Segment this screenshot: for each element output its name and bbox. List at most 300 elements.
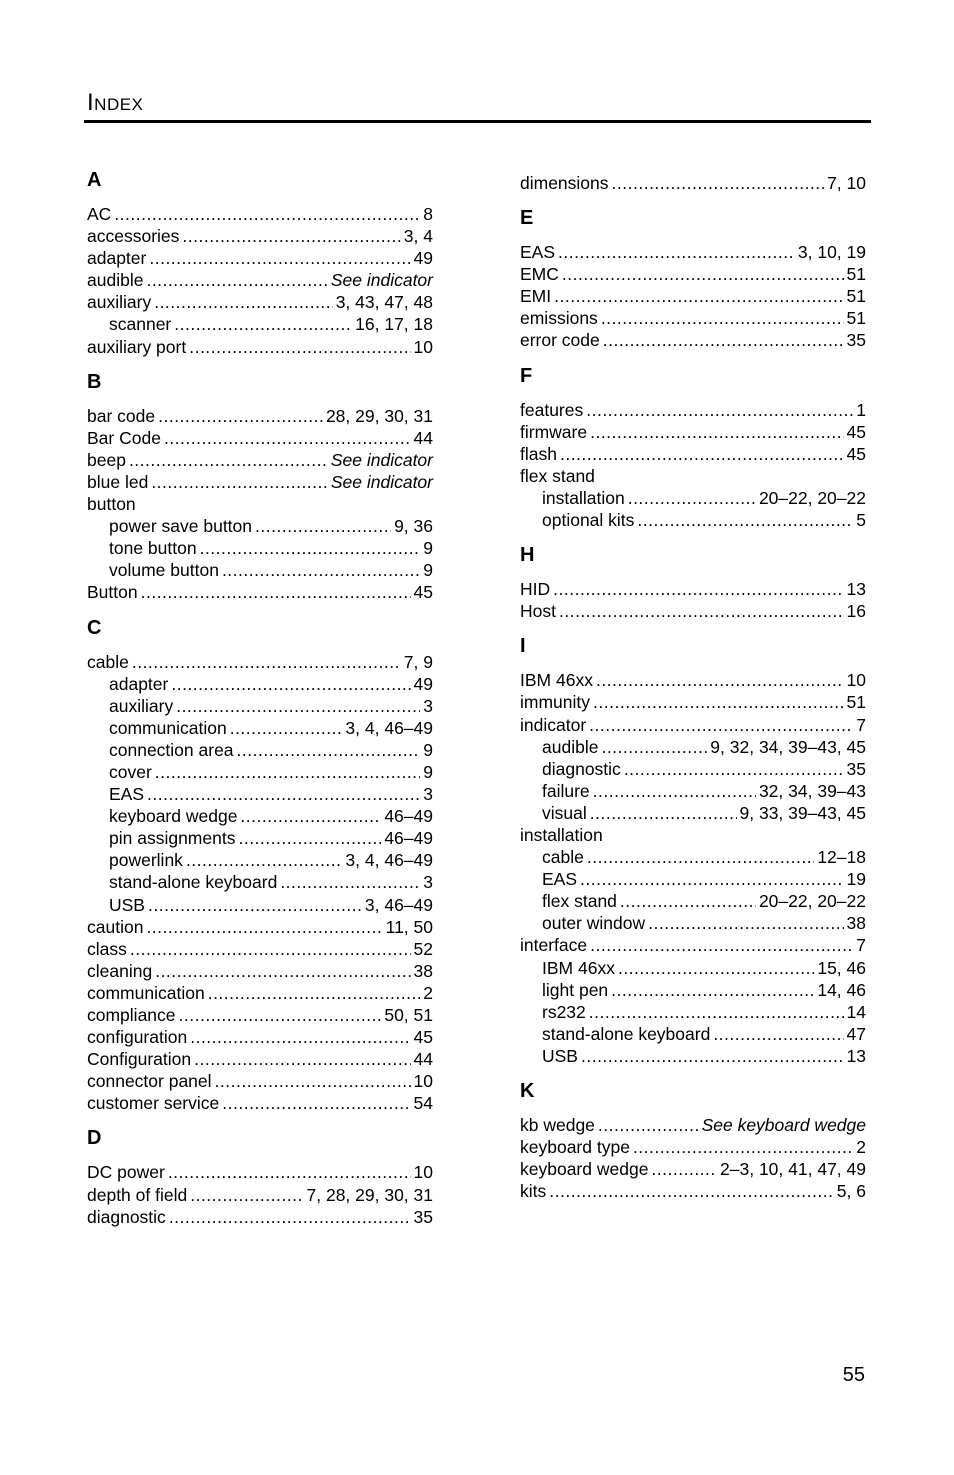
dot-leader <box>169 1206 411 1228</box>
dot-leader <box>237 739 421 761</box>
index-column-left <box>87 164 433 1228</box>
dot-leader <box>560 443 844 465</box>
entry-term: IBM 46xx <box>520 670 593 691</box>
entry-term: flex stand <box>542 891 617 912</box>
entry-term: rs232 <box>542 1001 586 1022</box>
dot-leader <box>147 783 420 805</box>
entry-pages: 16 <box>846 601 866 622</box>
index-entry-communication <box>87 982 433 1004</box>
page-header <box>84 86 871 123</box>
entry-pages: 44 <box>413 427 433 448</box>
dot-leader <box>208 982 421 1004</box>
dot-leader <box>596 669 844 691</box>
index-entry-ibm-46xx <box>520 669 866 691</box>
index-subentry-stand-alone-keyboard <box>520 1023 866 1045</box>
index-subentry-ibm-46xx <box>520 957 866 979</box>
index-subentry-powerlink <box>87 849 433 871</box>
page-title: Index <box>87 89 144 116</box>
index-entry-bar-code <box>87 427 433 449</box>
index-entry-kb-wedge <box>520 1114 866 1136</box>
index-entry-interface <box>520 934 866 956</box>
entry-term: adapter <box>87 248 147 269</box>
index-subentry-stand-alone-keyboard <box>87 871 433 893</box>
index-entry-diagnostic <box>87 1206 433 1228</box>
index-entry-auxiliary-port <box>87 336 433 358</box>
entry-term: outer window <box>542 913 646 934</box>
dot-leader <box>174 313 352 335</box>
index-section-c <box>87 614 433 1115</box>
dot-leader <box>593 691 844 713</box>
dot-leader <box>146 269 327 291</box>
index-entry-installation <box>520 824 866 846</box>
dot-leader <box>637 509 853 531</box>
index-entry-beep <box>87 449 433 471</box>
index-subentry-adapter <box>87 673 433 695</box>
entry-pages: 45 <box>846 421 866 442</box>
entry-pages: 45 <box>846 443 866 464</box>
entry-term: compliance <box>87 1005 176 1025</box>
index-subentry-volume-button <box>87 559 433 581</box>
entry-pages: 9, 36 <box>394 516 433 537</box>
entry-term: visual <box>542 802 587 823</box>
dot-leader <box>190 1026 410 1048</box>
entry-term: beep <box>87 449 126 470</box>
dot-leader <box>603 329 844 351</box>
entry-term: cover <box>109 761 152 782</box>
index-subentry-optional-kits <box>520 509 866 531</box>
index-entry-flex-stand <box>520 465 866 487</box>
dot-leader <box>240 805 381 827</box>
dot-leader <box>238 827 381 849</box>
entry-pages: 54 <box>413 1093 433 1114</box>
entry-pages: 9 <box>423 739 433 760</box>
index-entry-compliance <box>87 1004 433 1026</box>
entry-pages: 2 <box>856 1137 866 1158</box>
entry-pages: 9 <box>423 538 433 559</box>
entry-term: optional kits <box>542 510 635 531</box>
entry-term: EAS <box>109 784 145 805</box>
entry-pages: See indicator <box>330 471 433 492</box>
dot-leader <box>190 1184 303 1206</box>
dot-leader <box>168 1161 411 1183</box>
dot-leader <box>549 1180 834 1202</box>
index-entry-dc-power <box>87 1161 433 1183</box>
dot-leader <box>149 247 410 269</box>
entry-pages: 2 <box>423 982 433 1003</box>
entry-pages: 50, 51 <box>384 1005 433 1025</box>
entry-term: keyboard wedge <box>520 1159 649 1180</box>
entry-term: auxiliary <box>109 695 174 716</box>
dot-leader <box>151 471 328 493</box>
dot-leader <box>130 938 411 960</box>
dot-leader <box>589 714 853 736</box>
index-entry-error-code <box>520 329 866 351</box>
entry-term: blue led <box>87 471 149 492</box>
entry-term: EAS <box>520 242 556 263</box>
entry-term: kits <box>520 1181 547 1202</box>
entry-pages: 44 <box>413 1049 433 1070</box>
dot-leader <box>624 758 844 780</box>
index-column-right <box>520 172 866 1202</box>
dot-leader <box>222 1092 410 1114</box>
entry-pages: 51 <box>846 692 866 713</box>
section-letter: E <box>520 207 534 230</box>
dot-leader <box>558 241 795 263</box>
dot-leader <box>155 761 420 783</box>
index-section-d <box>87 1124 433 1227</box>
index-entry-caution <box>87 916 433 938</box>
entry-term: installation <box>520 824 603 845</box>
entry-term: firmware <box>520 421 588 442</box>
section-letter: F <box>520 364 533 387</box>
index-section-k <box>520 1077 866 1202</box>
entry-pages: 7 <box>856 935 866 956</box>
section-letter: D <box>87 1127 102 1150</box>
entry-term: connector panel <box>87 1071 212 1092</box>
entry-term: Configuration <box>87 1049 192 1070</box>
entry-term: Button <box>87 582 138 603</box>
entry-pages: 9, 33, 39–43, 45 <box>739 802 866 823</box>
dot-leader <box>586 399 853 421</box>
index-entry-button <box>87 581 433 603</box>
entry-term: configuration <box>87 1027 188 1048</box>
index-entry-bar-code <box>87 405 433 427</box>
dot-leader <box>164 427 411 449</box>
index-section-i <box>520 632 866 1067</box>
entry-term: volume button <box>109 560 219 581</box>
index-entry-button <box>87 493 433 515</box>
entry-pages: 51 <box>846 286 866 307</box>
index-entry-connector-panel <box>87 1070 433 1092</box>
section-letter: C <box>87 616 102 639</box>
dot-leader <box>230 717 343 739</box>
entry-pages: 19 <box>846 869 866 890</box>
dot-leader <box>580 868 844 890</box>
entry-term: caution <box>87 916 144 937</box>
entry-term: interface <box>520 935 588 956</box>
entry-pages: 52 <box>413 938 433 959</box>
entry-pages: 13 <box>846 579 866 600</box>
entry-term: cable <box>542 847 584 868</box>
index-section-f <box>520 362 866 532</box>
entry-pages: 49 <box>413 248 433 269</box>
index-entry-features <box>520 399 866 421</box>
entry-pages: 14, 46 <box>817 979 866 1000</box>
page-number: 55 <box>842 1364 865 1386</box>
index-entry-flash <box>520 443 866 465</box>
entry-term: IBM 46xx <box>542 957 615 978</box>
index-subentry-cable <box>520 846 866 868</box>
entry-pages: 3, 4, 46–49 <box>345 850 433 871</box>
entry-term: DC power <box>87 1162 165 1183</box>
entry-term: auxiliary <box>87 292 152 313</box>
index-subentry-flex-stand <box>520 890 866 912</box>
entry-term: error code <box>520 330 600 351</box>
index-entry-keyboard-wedge <box>520 1158 866 1180</box>
entry-pages: 47 <box>846 1023 866 1044</box>
entry-term: flash <box>520 443 557 464</box>
index-entry-emc <box>520 263 866 285</box>
dot-leader <box>589 1001 844 1023</box>
index-entry-blue-led <box>87 471 433 493</box>
entry-pages: 10 <box>413 1162 433 1183</box>
dot-leader <box>171 673 410 695</box>
index-subentry-eas <box>520 868 866 890</box>
dot-leader <box>189 336 410 358</box>
dot-leader <box>590 802 737 824</box>
dot-leader <box>581 1045 844 1067</box>
entry-term: communication <box>109 717 227 738</box>
dot-leader <box>633 1136 853 1158</box>
entry-pages: 3, 46–49 <box>364 894 433 915</box>
entry-pages: 28, 29, 30, 31 <box>325 405 433 426</box>
index-subentry-pin-assignments <box>87 827 433 849</box>
entry-term: powerlink <box>109 850 183 871</box>
dot-leader <box>601 736 707 758</box>
entry-pages: 3, 10, 19 <box>797 242 866 263</box>
dot-leader <box>179 1004 382 1026</box>
dot-leader <box>114 203 420 225</box>
index-subentry-cover <box>87 761 433 783</box>
dot-leader <box>146 916 382 938</box>
entry-term: tone button <box>109 538 197 559</box>
entry-term: keyboard type <box>520 1137 630 1158</box>
dot-leader <box>648 912 843 934</box>
index-entry-adapter <box>87 247 433 269</box>
entry-pages: 10 <box>413 336 433 357</box>
entry-pages: 7, 9 <box>403 651 433 672</box>
index-subentry-auxiliary <box>87 695 433 717</box>
entry-term: failure <box>542 780 590 801</box>
dot-leader <box>590 934 853 956</box>
entry-term: bar code <box>87 405 156 426</box>
index-subentry-tone-button <box>87 537 433 559</box>
entry-term: EMC <box>520 264 559 285</box>
index-entry-indicator <box>520 714 866 736</box>
section-letter: A <box>87 169 102 191</box>
entry-pages: 38 <box>846 913 866 934</box>
dot-leader <box>628 487 756 509</box>
dot-leader <box>598 1114 699 1136</box>
entry-term: keyboard wedge <box>109 806 238 827</box>
dot-leader <box>713 1023 843 1045</box>
entry-pages: 13 <box>846 1045 866 1066</box>
dot-leader <box>158 405 323 427</box>
index-entry-emi <box>520 285 866 307</box>
entry-pages: 5 <box>856 510 866 531</box>
entry-pages: 49 <box>413 673 433 694</box>
dot-leader <box>194 1048 410 1070</box>
index-subentry-diagnostic <box>520 758 866 780</box>
entry-pages: 9 <box>423 761 433 782</box>
dot-leader <box>186 849 342 871</box>
entry-term: stand-alone keyboard <box>109 872 278 893</box>
entry-pages: 35 <box>846 330 866 351</box>
index-subentry-rs232 <box>520 1001 866 1023</box>
entry-pages: 5, 6 <box>836 1181 866 1202</box>
index-entry-emissions <box>520 307 866 329</box>
index-entry-class <box>87 938 433 960</box>
section-letter: I <box>520 635 526 658</box>
entry-pages: 46–49 <box>384 806 433 827</box>
dot-leader <box>593 780 756 802</box>
index-entry-cable <box>87 651 433 673</box>
index-entry-cleaning <box>87 960 433 982</box>
entry-pages: 3, 4, 46–49 <box>345 717 433 738</box>
entry-term: flex stand <box>520 465 595 486</box>
section-letter: B <box>87 370 102 393</box>
entry-term: AC <box>87 204 112 224</box>
index-entry-eas <box>520 241 866 263</box>
entry-pages: 35 <box>413 1206 433 1227</box>
entry-pages: 7, 28, 29, 30, 31 <box>306 1184 433 1205</box>
entry-pages: See keyboard wedge <box>701 1115 866 1135</box>
entry-term: power save button <box>109 516 253 537</box>
index-subentry-connection-area <box>87 739 433 761</box>
index-subentry-eas <box>87 783 433 805</box>
dot-leader <box>590 421 843 443</box>
index-entry-keyboard-type <box>520 1136 866 1158</box>
section-letter: K <box>520 1080 535 1102</box>
entry-pages: 9 <box>423 560 433 581</box>
entry-pages: 51 <box>846 308 866 329</box>
entry-term: light pen <box>542 979 609 1000</box>
index-entry-dimensions <box>520 172 866 194</box>
entry-term: audible <box>542 736 599 757</box>
index-section-a <box>87 166 433 358</box>
entry-term: diagnostic <box>87 1206 166 1227</box>
entry-term: USB <box>109 894 145 915</box>
entry-pages: 15, 46 <box>817 957 866 978</box>
dot-leader <box>176 695 420 717</box>
entry-term: dimensions <box>520 173 609 193</box>
dot-leader <box>155 960 410 982</box>
section-letter: H <box>520 544 535 567</box>
index-section-e <box>520 204 866 351</box>
index-entry-configuration <box>87 1026 433 1048</box>
entry-pages: 8 <box>423 204 433 224</box>
entry-pages: 20–22, 20–22 <box>758 891 866 912</box>
index-subentry-light-pen <box>520 979 866 1001</box>
dot-leader <box>651 1158 717 1180</box>
entry-pages: 10 <box>846 670 866 691</box>
entry-term: HID <box>520 579 551 600</box>
entry-pages: 2–3, 10, 41, 47, 49 <box>720 1159 866 1180</box>
dot-leader <box>620 890 756 912</box>
entry-pages: 46–49 <box>384 828 433 849</box>
dot-leader <box>618 957 814 979</box>
index-subentry-usb <box>520 1045 866 1067</box>
index-subentry-keyboard-wedge <box>87 805 433 827</box>
index-subentry-failure <box>520 780 866 802</box>
entry-term: scanner <box>109 314 172 335</box>
entry-pages: 38 <box>413 960 433 981</box>
entry-pages: 1 <box>856 399 866 420</box>
entry-pages: 7 <box>856 714 866 735</box>
entry-term: accessories <box>87 226 180 247</box>
dot-leader <box>222 559 420 581</box>
index-subentry-communication <box>87 717 433 739</box>
entry-term: kb wedge <box>520 1115 595 1135</box>
index-entry-auxiliary <box>87 291 433 313</box>
index-entry-customer-service <box>87 1092 433 1114</box>
dot-leader <box>148 894 362 916</box>
dot-leader <box>553 578 843 600</box>
entry-term: USB <box>542 1045 578 1066</box>
dot-leader <box>559 600 844 622</box>
entry-term: installation <box>542 487 625 508</box>
entry-term: EMI <box>520 286 552 307</box>
index-subentry-power-save-button <box>87 515 433 537</box>
entry-pages: 3, 43, 47, 48 <box>335 292 433 313</box>
dot-leader <box>129 449 328 471</box>
entry-term: features <box>520 399 584 420</box>
entry-term: audible <box>87 270 144 291</box>
entry-term: Bar Code <box>87 427 161 448</box>
entry-pages: 10 <box>413 1071 433 1092</box>
entry-pages: 3, 4 <box>403 226 433 247</box>
entry-pages: 32, 34, 39–43 <box>758 780 866 801</box>
index-entry-accessories <box>87 225 433 247</box>
entry-term: cleaning <box>87 960 153 981</box>
entry-pages: 14 <box>846 1001 866 1022</box>
entry-term: auxiliary port <box>87 336 187 357</box>
index-section-continued <box>520 172 866 194</box>
index-entry-host <box>520 600 866 622</box>
entry-term: stand-alone keyboard <box>542 1023 711 1044</box>
entry-term: Host <box>520 601 556 622</box>
entry-pages: 35 <box>846 758 866 779</box>
index-entry-kits <box>520 1180 866 1202</box>
dot-leader <box>215 1070 411 1092</box>
index-subentry-visual <box>520 802 866 824</box>
dot-leader <box>141 581 411 603</box>
index-section-h <box>520 541 866 622</box>
dot-leader <box>587 846 814 868</box>
entry-term: indicator <box>520 714 587 735</box>
header-rule <box>84 120 871 123</box>
entry-pages: 3 <box>423 784 433 805</box>
dot-leader <box>554 285 843 307</box>
entry-term: immunity <box>520 692 591 713</box>
entry-pages: 12–18 <box>817 847 866 868</box>
dot-leader <box>182 225 400 247</box>
entry-term: pin assignments <box>109 828 236 849</box>
index-entry-audible <box>87 269 433 291</box>
dot-leader <box>601 307 844 329</box>
index-entry-hid <box>520 578 866 600</box>
dot-leader <box>255 515 391 537</box>
index-subentry-outer-window <box>520 912 866 934</box>
entry-pages: 51 <box>846 264 866 285</box>
dot-leader <box>132 651 401 673</box>
entry-pages: 3 <box>423 695 433 716</box>
entry-pages: 3 <box>423 872 433 893</box>
entry-pages: 16, 17, 18 <box>355 314 433 335</box>
entry-pages: 7, 10 <box>827 173 866 193</box>
index-entry-immunity <box>520 691 866 713</box>
entry-pages: 45 <box>413 1027 433 1048</box>
entry-term: button <box>87 494 136 515</box>
entry-term: connection area <box>109 739 234 760</box>
index-entry-firmware <box>520 421 866 443</box>
entry-term: diagnostic <box>542 758 621 779</box>
dot-leader <box>562 263 844 285</box>
entry-term: emissions <box>520 308 598 329</box>
dot-leader <box>200 537 421 559</box>
entry-term: cable <box>87 651 129 672</box>
entry-term: customer service <box>87 1093 220 1114</box>
